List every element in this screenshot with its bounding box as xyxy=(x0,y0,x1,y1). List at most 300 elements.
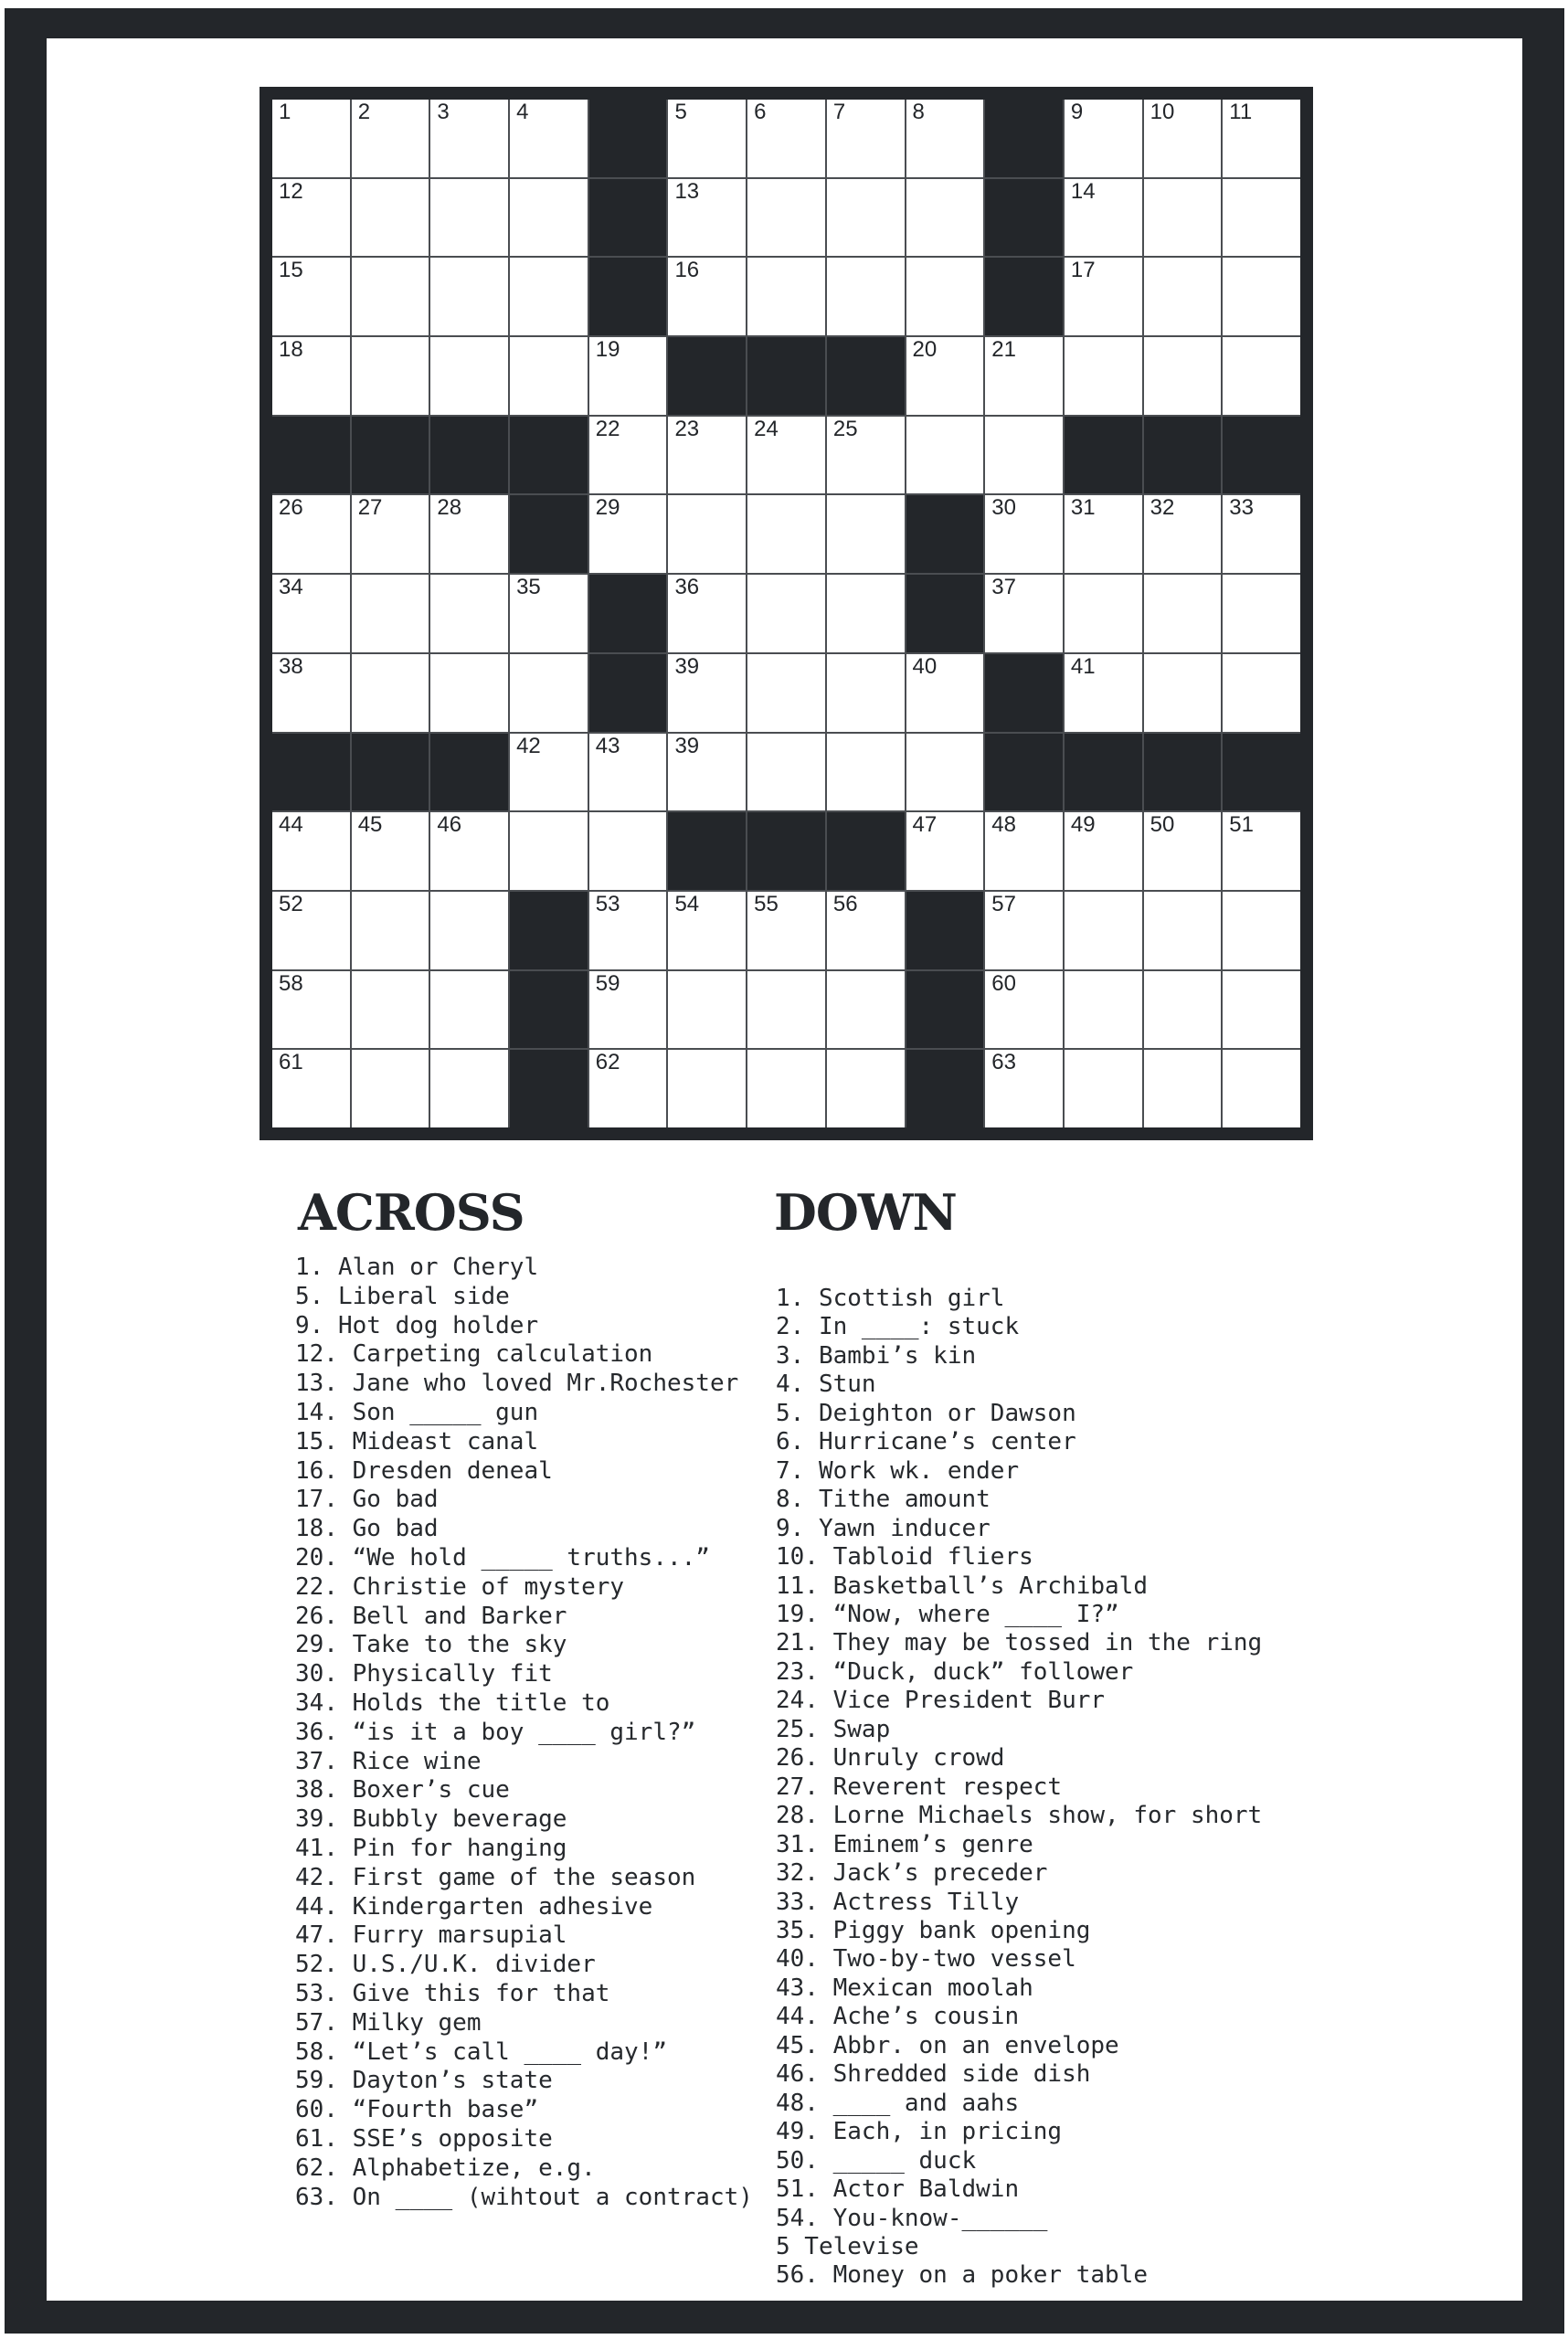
grid-cell-black xyxy=(510,892,588,969)
grid-cell[interactable] xyxy=(430,495,508,573)
down-clue-list xyxy=(776,1285,1262,2291)
grid-cell[interactable] xyxy=(272,337,350,415)
grid-cell[interactable] xyxy=(668,179,746,257)
across-clue: 29. Take to the sky xyxy=(295,1631,567,1659)
grid-cell-black xyxy=(430,417,508,494)
grid-cell[interactable] xyxy=(1223,179,1300,257)
down-clue: 5. Deighton or Dawson xyxy=(776,1399,1076,1427)
cell-number: 31 xyxy=(1070,495,1096,521)
grid-cell[interactable] xyxy=(589,495,667,573)
cell-number: 40 xyxy=(912,653,938,679)
grid-cell[interactable] xyxy=(747,495,825,573)
grid-cell[interactable] xyxy=(985,971,1063,1049)
grid-cell[interactable] xyxy=(352,1050,429,1127)
across-clue: 39. Bubbly beverage xyxy=(295,1805,567,1834)
cell-number: 61 xyxy=(279,1050,303,1075)
grid-cell[interactable] xyxy=(1065,812,1142,890)
grid-cell-black xyxy=(1144,734,1222,811)
grid-cell[interactable] xyxy=(1065,971,1142,1049)
across-clue: 47. Furry marsupial xyxy=(295,1921,567,1950)
grid-cell[interactable] xyxy=(430,100,508,177)
grid-cell[interactable] xyxy=(430,812,508,890)
cell-number: 51 xyxy=(1229,812,1254,838)
across-clue: 42. First game of the season xyxy=(295,1863,696,1891)
grid-cell[interactable] xyxy=(668,734,746,811)
down-clue: 43. Mexican moolah xyxy=(776,1974,1033,2002)
grid-cell[interactable] xyxy=(430,1050,508,1127)
grid-cell[interactable] xyxy=(906,417,984,494)
grid-cell[interactable] xyxy=(1065,1050,1142,1127)
grid-cell[interactable] xyxy=(352,654,429,732)
grid-cell[interactable] xyxy=(985,417,1063,494)
grid-cell[interactable] xyxy=(1065,654,1142,732)
cell-number: 6 xyxy=(754,100,767,124)
cell-number: 14 xyxy=(1070,178,1096,204)
grid-cell[interactable] xyxy=(1144,654,1222,732)
grid-cell[interactable] xyxy=(1223,258,1300,335)
grid-cell[interactable] xyxy=(430,575,508,652)
grid-cell[interactable] xyxy=(1065,337,1142,415)
down-clue: 40. Two-by-two vessel xyxy=(776,1945,1076,1974)
grid-cell[interactable] xyxy=(827,179,905,257)
cell-number: 5 xyxy=(674,100,687,124)
grid-cell-black xyxy=(589,258,667,335)
grid-cell[interactable] xyxy=(352,971,429,1049)
across-clue: 53. Give this for that xyxy=(295,1979,610,2007)
across-clue: 58. “Let’s call ____ day!” xyxy=(295,2037,667,2066)
down-clue: 3. Bambi’s kin xyxy=(776,1341,977,1370)
cell-number: 36 xyxy=(674,575,700,600)
grid-cell[interactable] xyxy=(430,892,508,969)
cell-number: 16 xyxy=(674,258,700,283)
down-clue: 26. Unruly crowd xyxy=(776,1744,1005,1773)
grid-cell[interactable] xyxy=(589,417,667,494)
grid-cell[interactable] xyxy=(668,971,746,1049)
down-clue: 21. They may be tossed in the ring xyxy=(776,1629,1263,1657)
down-clue: 2. In ____: stuck xyxy=(776,1313,1020,1341)
grid-cell[interactable] xyxy=(985,495,1063,573)
grid-cell[interactable] xyxy=(272,971,350,1049)
cell-number: 7 xyxy=(832,100,846,124)
cell-number: 43 xyxy=(595,733,620,758)
grid-cell[interactable] xyxy=(589,734,667,811)
down-clue: 24. Vice President Burr xyxy=(776,1687,1106,1715)
grid-cell[interactable] xyxy=(1223,100,1300,177)
grid-cell[interactable] xyxy=(510,100,588,177)
across-clue: 13. Jane who loved Mr.Rochester xyxy=(295,1370,739,1398)
grid-cell[interactable] xyxy=(827,971,905,1049)
grid-cell[interactable] xyxy=(668,892,746,969)
grid-cell-black xyxy=(1144,417,1222,494)
cell-number: 20 xyxy=(912,337,938,363)
grid-cell-black xyxy=(1065,417,1142,494)
down-clue: 5 Televise xyxy=(776,2232,919,2260)
grid-cell[interactable] xyxy=(430,654,508,732)
grid-cell[interactable] xyxy=(1065,575,1142,652)
across-clue: 22. Christie of mystery xyxy=(295,1572,625,1601)
cell-number: 39 xyxy=(674,653,700,679)
grid-cell-black xyxy=(589,654,667,732)
cell-number: 44 xyxy=(279,812,303,838)
down-clue: 48. ____ and aahs xyxy=(776,2089,1020,2117)
grid-cell-black xyxy=(430,734,508,811)
down-clue: 44. Ache’s cousin xyxy=(776,2003,1020,2031)
grid-cell[interactable] xyxy=(272,258,350,335)
grid-cell-black xyxy=(985,734,1063,811)
grid-cell[interactable] xyxy=(589,971,667,1049)
cell-number: 12 xyxy=(279,178,303,204)
cell-number: 45 xyxy=(357,812,383,838)
down-clue: 23. “Duck, duck” follower xyxy=(776,1657,1134,1686)
grid-cell[interactable] xyxy=(352,337,429,415)
down-heading: DOWN xyxy=(774,1183,957,1242)
down-clue: 4. Stun xyxy=(776,1371,876,1399)
grid-cell[interactable] xyxy=(985,812,1063,890)
grid-cell[interactable] xyxy=(985,337,1063,415)
grid-cell[interactable] xyxy=(589,337,667,415)
grid-cell[interactable] xyxy=(827,575,905,652)
down-clue: 49. Each, in pricing xyxy=(776,2118,1063,2146)
grid-cell[interactable] xyxy=(430,337,508,415)
grid-cell-black xyxy=(272,417,350,494)
grid-cell[interactable] xyxy=(1223,495,1300,573)
cell-number: 28 xyxy=(437,495,462,521)
across-clue: 36. “is it a boy ____ girl?” xyxy=(295,1718,696,1746)
down-clue: 8. Tithe amount xyxy=(776,1486,991,1514)
grid-cell[interactable] xyxy=(510,179,588,257)
cell-number: 41 xyxy=(1070,653,1096,679)
down-clue: 9. Yawn inducer xyxy=(776,1514,991,1542)
grid-cell[interactable] xyxy=(827,1050,905,1127)
grid-cell[interactable] xyxy=(272,1050,350,1127)
cell-number: 38 xyxy=(279,653,303,679)
grid-cell[interactable] xyxy=(747,575,825,652)
grid-cell[interactable] xyxy=(906,100,984,177)
cell-number: 21 xyxy=(991,337,1016,363)
grid-cell[interactable] xyxy=(272,179,350,257)
grid-cell[interactable] xyxy=(1223,575,1300,652)
grid-cell[interactable] xyxy=(1223,892,1300,969)
grid-cell[interactable] xyxy=(352,100,429,177)
cell-number: 53 xyxy=(595,891,620,916)
cell-number: 57 xyxy=(991,891,1016,916)
grid-cell[interactable] xyxy=(430,971,508,1049)
cell-number: 11 xyxy=(1229,100,1253,124)
cell-number: 8 xyxy=(912,100,925,124)
cell-number: 17 xyxy=(1070,258,1096,283)
grid-cell[interactable] xyxy=(827,495,905,573)
across-clue: 63. On ____ (wihtout a contract) xyxy=(295,2183,753,2211)
grid-cell[interactable] xyxy=(272,495,350,573)
grid-cell[interactable] xyxy=(272,812,350,890)
cell-number: 3 xyxy=(437,100,450,124)
grid-cell[interactable] xyxy=(668,495,746,573)
grid-cell[interactable] xyxy=(589,1050,667,1127)
across-clue: 16. Dresden deneal xyxy=(295,1456,553,1485)
grid-cell[interactable] xyxy=(1065,179,1142,257)
cell-number: 46 xyxy=(437,812,462,838)
grid-cell-black xyxy=(272,734,350,811)
grid-cell[interactable] xyxy=(985,575,1063,652)
grid-cell-black xyxy=(906,575,984,652)
grid-cell[interactable] xyxy=(1144,892,1222,969)
grid-cell-black xyxy=(906,1050,984,1127)
grid-cell[interactable] xyxy=(668,100,746,177)
across-clue: 14. Son _____ gun xyxy=(295,1398,539,1426)
cell-number: 50 xyxy=(1150,812,1175,838)
grid-cell-black xyxy=(827,812,905,890)
cell-number: 62 xyxy=(595,1050,620,1075)
grid-cell[interactable] xyxy=(1065,258,1142,335)
grid-cell-black xyxy=(352,734,429,811)
across-clue: 20. “We hold _____ truths...” xyxy=(295,1543,710,1572)
grid-cell[interactable] xyxy=(668,1050,746,1127)
grid-cell[interactable] xyxy=(747,179,825,257)
grid-cell[interactable] xyxy=(1223,1050,1300,1127)
cell-number: 4 xyxy=(516,100,529,124)
grid-cell-black xyxy=(589,179,667,257)
across-clue: 61. SSE’s opposite xyxy=(295,2124,553,2153)
cell-number: 39 xyxy=(674,733,700,758)
grid-cell[interactable] xyxy=(352,258,429,335)
grid-cell[interactable] xyxy=(1065,100,1142,177)
across-clue: 38. Boxer’s cue xyxy=(295,1776,510,1805)
down-clue: 54. You-know-______ xyxy=(776,2204,1048,2232)
grid-cell[interactable] xyxy=(1144,100,1222,177)
across-clue: 18. Go bad xyxy=(295,1515,439,1543)
grid-cell[interactable] xyxy=(1223,812,1300,890)
grid-cell[interactable] xyxy=(510,337,588,415)
grid-cell[interactable] xyxy=(352,892,429,969)
grid-cell[interactable] xyxy=(272,100,350,177)
grid-cell[interactable] xyxy=(906,337,984,415)
grid-cell-black xyxy=(906,495,984,573)
down-clue: 10. Tabloid fliers xyxy=(776,1543,1033,1572)
grid-cell[interactable] xyxy=(668,417,746,494)
across-clue: 26. Bell and Barker xyxy=(295,1602,567,1630)
grid-cell[interactable] xyxy=(272,575,350,652)
down-clue: 32. Jack’s preceder xyxy=(776,1859,1048,1888)
across-clue: 37. Rice wine xyxy=(295,1747,482,1775)
down-clue: 6. Hurricane’s center xyxy=(776,1428,1076,1456)
grid-cell[interactable] xyxy=(510,812,588,890)
across-clue: 62. Alphabetize, e.g. xyxy=(295,2154,596,2182)
crossword-grid xyxy=(272,100,1300,1127)
grid-cell[interactable] xyxy=(747,734,825,811)
cell-number: 55 xyxy=(754,891,779,916)
grid-cell[interactable] xyxy=(430,258,508,335)
cell-number: 47 xyxy=(912,812,938,838)
grid-cell[interactable] xyxy=(906,812,984,890)
down-clue: 33. Actress Tilly xyxy=(776,1888,1020,1916)
cell-number: 33 xyxy=(1229,495,1254,521)
cell-number: 48 xyxy=(991,812,1016,838)
down-clue: 31. Eminem’s genre xyxy=(776,1830,1033,1858)
across-clue: 59. Dayton’s state xyxy=(295,2067,553,2095)
down-clue: 27. Reverent respect xyxy=(776,1773,1063,1801)
across-clue: 9. Hot dog holder xyxy=(295,1311,539,1339)
across-clue: 41. Pin for hanging xyxy=(295,1834,567,1862)
grid-cell[interactable] xyxy=(747,654,825,732)
across-clue: 34. Holds the title to xyxy=(295,1688,610,1717)
across-clue-list xyxy=(295,1254,753,2212)
grid-cell-black xyxy=(906,892,984,969)
grid-cell[interactable] xyxy=(1144,258,1222,335)
down-clue: 19. “Now, where ____ I?” xyxy=(776,1600,1119,1628)
grid-cell[interactable] xyxy=(747,892,825,969)
down-clue: 11. Basketball’s Archibald xyxy=(776,1572,1148,1600)
grid-cell[interactable] xyxy=(985,892,1063,969)
grid-cell[interactable] xyxy=(352,575,429,652)
across-clue: 52. U.S./U.K. divider xyxy=(295,1951,596,1979)
grid-cell[interactable] xyxy=(747,417,825,494)
cell-number: 10 xyxy=(1150,100,1175,124)
grid-cell-black xyxy=(668,337,746,415)
cell-number: 27 xyxy=(357,495,383,521)
down-clue: 46. Shredded side dish xyxy=(776,2060,1091,2089)
grid-cell[interactable] xyxy=(1223,971,1300,1049)
grid-cell[interactable] xyxy=(510,654,588,732)
grid-cell[interactable] xyxy=(827,417,905,494)
grid-cell-black xyxy=(668,812,746,890)
cell-number: 42 xyxy=(516,733,541,758)
across-clue: 5. Liberal side xyxy=(295,1282,510,1310)
cell-number: 54 xyxy=(674,891,700,916)
grid-cell[interactable] xyxy=(1144,971,1222,1049)
grid-cell-black xyxy=(510,495,588,573)
down-clue: 7. Work wk. ender xyxy=(776,1456,1020,1485)
across-clue: 60. “Fourth base” xyxy=(295,2096,539,2124)
cell-number: 30 xyxy=(991,495,1016,521)
grid-cell[interactable] xyxy=(272,654,350,732)
grid-cell[interactable] xyxy=(668,654,746,732)
cell-number: 49 xyxy=(1070,812,1096,838)
cell-number: 58 xyxy=(279,970,303,996)
crossword-grid-frame xyxy=(260,87,1313,1140)
across-clue: 1. Alan or Cheryl xyxy=(295,1254,539,1281)
grid-cell[interactable] xyxy=(906,654,984,732)
cell-number: 29 xyxy=(595,495,620,521)
across-clue: 44. Kindergarten adhesive xyxy=(295,1892,653,1921)
grid-cell[interactable] xyxy=(668,575,746,652)
grid-cell[interactable] xyxy=(589,812,667,890)
grid-cell[interactable] xyxy=(1144,812,1222,890)
cell-number: 59 xyxy=(595,970,620,996)
cell-number: 9 xyxy=(1070,100,1084,124)
grid-cell-black xyxy=(1223,734,1300,811)
grid-cell[interactable] xyxy=(1065,495,1142,573)
down-clue: 51. Actor Baldwin xyxy=(776,2175,1020,2204)
grid-cell-black xyxy=(589,575,667,652)
grid-cell[interactable] xyxy=(747,100,825,177)
grid-cell[interactable] xyxy=(352,495,429,573)
grid-cell[interactable] xyxy=(352,812,429,890)
across-heading: ACROSS xyxy=(298,1183,524,1242)
cell-number: 18 xyxy=(279,337,303,363)
grid-cell-black xyxy=(1065,734,1142,811)
grid-cell[interactable] xyxy=(827,892,905,969)
cell-number: 37 xyxy=(991,575,1016,600)
grid-cell[interactable] xyxy=(352,179,429,257)
grid-cell[interactable] xyxy=(1144,1050,1222,1127)
grid-cell[interactable] xyxy=(1144,575,1222,652)
down-clue: 35. Piggy bank opening xyxy=(776,1916,1091,1944)
grid-cell-black xyxy=(906,971,984,1049)
cell-number: 63 xyxy=(991,1050,1016,1075)
grid-cell[interactable] xyxy=(906,734,984,811)
cell-number: 26 xyxy=(279,495,303,521)
grid-cell[interactable] xyxy=(747,971,825,1049)
across-clue: 15. Mideast canal xyxy=(295,1427,539,1455)
grid-cell[interactable] xyxy=(906,179,984,257)
grid-cell[interactable] xyxy=(510,734,588,811)
grid-cell-black xyxy=(985,654,1063,732)
cell-number: 56 xyxy=(832,891,858,916)
cell-number: 22 xyxy=(595,416,620,441)
grid-cell[interactable] xyxy=(747,258,825,335)
grid-cell[interactable] xyxy=(510,575,588,652)
grid-cell-black xyxy=(747,812,825,890)
grid-cell[interactable] xyxy=(906,258,984,335)
grid-cell[interactable] xyxy=(1144,337,1222,415)
grid-cell[interactable] xyxy=(985,1050,1063,1127)
grid-cell[interactable] xyxy=(272,892,350,969)
down-clue: 25. Swap xyxy=(776,1715,891,1743)
down-clue: 28. Lorne Michaels show, for short xyxy=(776,1802,1263,1830)
grid-cell[interactable] xyxy=(430,179,508,257)
grid-cell[interactable] xyxy=(827,734,905,811)
grid-cell[interactable] xyxy=(1223,654,1300,732)
grid-cell-black xyxy=(985,258,1063,335)
grid-cell-black xyxy=(589,100,667,177)
down-clue: 45. Abbr. on an envelope xyxy=(776,2031,1119,2059)
grid-cell[interactable] xyxy=(589,892,667,969)
grid-cell[interactable] xyxy=(1144,179,1222,257)
grid-cell-black xyxy=(510,1050,588,1127)
down-clue: 56. Money on a poker table xyxy=(776,2261,1148,2290)
cell-number: 35 xyxy=(516,575,541,600)
cell-number: 2 xyxy=(357,100,371,124)
cell-number: 23 xyxy=(674,416,700,441)
cell-number: 32 xyxy=(1150,495,1175,521)
grid-cell-black xyxy=(827,337,905,415)
cell-number: 25 xyxy=(832,416,858,441)
grid-cell-black xyxy=(747,337,825,415)
grid-cell-black xyxy=(352,417,429,494)
across-clue: 30. Physically fit xyxy=(295,1660,553,1688)
grid-cell-black xyxy=(510,417,588,494)
across-clue: 17. Go bad xyxy=(295,1486,439,1514)
grid-cell-black xyxy=(985,179,1063,257)
grid-cell[interactable] xyxy=(1144,495,1222,573)
grid-cell[interactable] xyxy=(747,1050,825,1127)
grid-cell[interactable] xyxy=(827,258,905,335)
across-clue: 12. Carpeting calculation xyxy=(295,1340,653,1369)
across-clue: 57. Milky gem xyxy=(295,2008,482,2037)
grid-cell[interactable] xyxy=(1223,337,1300,415)
grid-cell[interactable] xyxy=(1065,892,1142,969)
cell-number: 19 xyxy=(595,337,620,363)
grid-cell[interactable] xyxy=(827,654,905,732)
grid-cell[interactable] xyxy=(827,100,905,177)
grid-cell-black xyxy=(510,971,588,1049)
grid-cell[interactable] xyxy=(510,258,588,335)
grid-cell[interactable] xyxy=(668,258,746,335)
down-clue: 1. Scottish girl xyxy=(776,1285,1005,1312)
cell-number: 15 xyxy=(279,258,303,283)
down-clue: 50. _____ duck xyxy=(776,2146,977,2175)
cell-number: 34 xyxy=(279,575,303,600)
